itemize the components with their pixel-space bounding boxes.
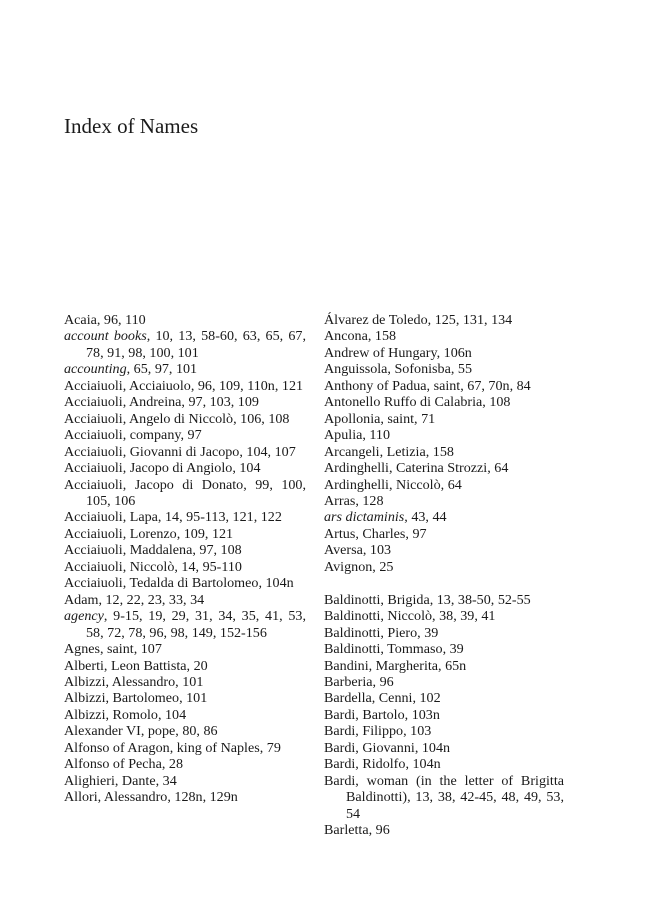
index-entry (64, 690, 306, 706)
index-term: Alfonso of Pecha (64, 756, 162, 773)
index-term: Acciaiuoli, Giovanni di Jacopo (64, 443, 240, 460)
index-term: Apulia (324, 427, 363, 444)
index-entry (324, 625, 564, 641)
index-entry (64, 723, 306, 739)
index-entry (64, 789, 306, 805)
index-column-left (64, 312, 306, 806)
index-term: Acaia (64, 312, 97, 328)
index-entry (324, 411, 564, 427)
index-entry (64, 460, 306, 476)
index-pages: , 103n (404, 706, 440, 723)
index-pages: , 13, 38, 42-45, 48, 49, 53, 54 (346, 789, 564, 822)
index-pages: , 64 (440, 476, 462, 493)
index-pages: , 158 (367, 328, 397, 345)
index-pages: , 65, 97, 101 (126, 361, 198, 378)
index-entry (64, 559, 306, 575)
index-entry (64, 674, 306, 690)
index-pages: , 104, 107 (239, 443, 296, 460)
index-term: Acciaiuoli, Tedalda di Bartolomeo (64, 575, 259, 592)
index-entry (64, 328, 306, 361)
index-pages: , 39 (417, 624, 439, 641)
index-term: Albizzi, Alessandro (64, 673, 176, 690)
index-term: Acciaiuoli, Jacopo di Donato (64, 476, 244, 493)
index-pages: , 79 (259, 739, 281, 756)
index-entry (324, 361, 564, 377)
index-term: Anguissola, Sofonisba (324, 361, 451, 378)
index-entry (324, 444, 564, 460)
index-column-right (324, 312, 564, 838)
index-pages: , 104n (414, 739, 451, 756)
index-term: Barletta (324, 822, 369, 839)
index-pages: , 97 (405, 525, 427, 542)
index-term: Baldinotti, Niccolò (324, 608, 433, 625)
index-entry (64, 411, 306, 427)
index-term: Acciaiuoli, Lapa (64, 509, 158, 526)
index-entry (324, 658, 564, 674)
index-term: Anthony of Padua, saint (324, 377, 461, 394)
index-term: Avignon (324, 558, 373, 575)
index-pages: , 128 (355, 492, 384, 509)
index-term: Barberia (324, 673, 373, 690)
index-entry (64, 641, 306, 657)
index-entry (64, 542, 306, 558)
index-pages: , 158 (425, 443, 454, 460)
index-pages: , 65n (438, 657, 467, 674)
index-pages: , 104 (232, 460, 261, 477)
index-term: Arcangeli, Letizia (324, 443, 426, 460)
index-entry (324, 690, 564, 706)
index-pages: , 38, 39, 41 (432, 608, 496, 625)
index-term: Andrew of Hungary (324, 344, 437, 361)
index-pages: , 103 (362, 542, 392, 559)
index-term: Baldinotti, Tommaso (324, 641, 443, 658)
index-term: Agnes, saint (64, 641, 134, 658)
index-term: Ancona (324, 328, 368, 345)
index-term: Bardi, Giovanni (324, 739, 415, 756)
index-pages: , 101 (179, 690, 208, 707)
index-term: Adam (64, 591, 99, 608)
index-entry (64, 707, 306, 723)
index-entry (324, 378, 564, 394)
index-pages: , 97, 103, 109 (181, 394, 259, 411)
index-term: agency (64, 608, 104, 625)
index-entry (324, 477, 564, 493)
index-entry (64, 509, 306, 525)
index-pages: , 64 (487, 460, 509, 477)
index-pages: , 125, 131, 134 (427, 312, 513, 328)
index-pages: , 107 (133, 641, 162, 658)
index-term: Acciaiuoli, Acciaiuolo (64, 377, 191, 394)
index-term: Acciaiuoli, Jacopo di Angiolo (64, 460, 233, 477)
index-entry (324, 641, 564, 657)
index-pages: , 96, 109, 110n, 121 (190, 377, 304, 394)
index-term: Apollonia, saint (324, 410, 415, 427)
index-pages: , 28 (161, 756, 183, 773)
index-term: accounting (64, 361, 127, 378)
index-entry (64, 575, 306, 591)
index-entry (324, 394, 564, 410)
index-entry (324, 674, 564, 690)
index-pages: , 104n (405, 756, 441, 773)
index-term: Alighieri, Dante (64, 772, 156, 789)
page-title: Index of Names (64, 114, 199, 138)
index-pages: , 13, 38-50, 52-55 (429, 591, 531, 608)
index-entry (64, 394, 306, 410)
index-term: Allori, Alessandro (64, 789, 168, 806)
index-term: Acciaiuoli, company (64, 427, 181, 444)
index-pages: , 20 (186, 657, 208, 674)
index-pages: , 104n (258, 575, 294, 592)
index-term: ars dictaminis (324, 509, 405, 526)
index-term: Aversa (324, 542, 363, 559)
index-term: Artus, Charles (324, 525, 406, 542)
index-entry (64, 477, 306, 510)
index-term: Bardella, Cenni (324, 690, 413, 707)
index-term: Albizzi, Romolo (64, 706, 158, 723)
index-entry (64, 773, 306, 789)
index-pages: , 110 (362, 427, 391, 444)
index-entry (324, 723, 564, 739)
index-pages: , 43, 44 (404, 509, 447, 526)
index-entry (324, 773, 564, 822)
index-term: Bandini, Margherita (324, 657, 439, 674)
index-term: Bardi, Bartolo (324, 706, 405, 723)
index-entry (64, 740, 306, 756)
index-entry (324, 756, 564, 772)
index-entry (64, 756, 306, 772)
index-entry (324, 345, 564, 361)
index-entry (64, 361, 306, 377)
index-pages: , 14, 95-110 (174, 558, 242, 575)
index-entry (324, 707, 564, 723)
index-term: Alfonso of Aragon, king of Naples (64, 739, 260, 756)
index-pages: , 55 (450, 361, 472, 378)
index-pages: , 97 (180, 427, 202, 444)
index-pages: , 96, 110 (96, 312, 146, 328)
index-pages: , 10, 13, 58-60, 63, 65, 67, 78, 91, 98, 100, 101 (86, 328, 306, 361)
index-pages: , 104 (157, 706, 187, 723)
index-pages: , 12, 22, 23, 33, 34 (98, 591, 205, 608)
index-term: Acciaiuoli, Andreina (64, 394, 182, 411)
index-entry (324, 427, 564, 443)
index-term: Antonello Ruffo di Calabria (324, 394, 483, 411)
index-entry (64, 378, 306, 394)
index-entry (324, 740, 564, 756)
index-pages: , 106n (436, 344, 472, 361)
index-pages: , 25 (372, 558, 394, 575)
index-term: Acciaiuoli, Niccolò (64, 558, 175, 575)
index-term: Bardi, Ridolfo (324, 756, 406, 773)
index-term: Albizzi, Bartolomeo (64, 690, 180, 707)
index-entry (324, 312, 564, 328)
index-pages: , 14, 95-113, 121, 122 (157, 509, 282, 526)
index-entry (64, 526, 306, 542)
index-pages: , 39 (442, 641, 464, 658)
index-entry (324, 526, 564, 542)
index-term: Baldinotti, Piero (324, 624, 418, 641)
index-pages: , 80, 86 (175, 723, 218, 740)
index-term: Bardi, woman (in the letter of Brigitta Baldinotti) (324, 772, 564, 806)
index-pages: , 67, 70n, 84 (460, 377, 531, 394)
index-pages: , 99, 100, 105, 106 (86, 476, 306, 509)
index-entry (324, 542, 564, 558)
index-pages: , 102 (412, 690, 441, 707)
index-pages: , 96 (368, 822, 390, 839)
index-pages: , 9-15, 19, 29, 31, 34, 35, 41, 53, 58, 72, 78, 96, 98, 149, 152-156 (86, 608, 306, 641)
index-entry (324, 822, 564, 838)
index-entry (324, 509, 564, 525)
index-term: Bardi, Filippo (324, 723, 404, 740)
index-entry (64, 444, 306, 460)
index-term: Ardinghelli, Caterina Strozzi (324, 460, 488, 477)
index-pages: , 96 (372, 673, 394, 690)
index-term: Acciaiuoli, Maddalena (64, 542, 193, 559)
index-term: Ardinghelli, Niccolò (324, 476, 441, 493)
index-pages: , 97, 108 (192, 542, 242, 559)
index-term: Alberti, Leon Battista (64, 657, 187, 674)
index-entry (64, 312, 306, 328)
index-entry (64, 427, 306, 443)
index-pages: , 101 (175, 673, 204, 690)
index-pages: , 109, 121 (176, 525, 234, 542)
index-pages: , 108 (482, 394, 511, 411)
index-entry (64, 658, 306, 674)
index-entry (64, 592, 306, 608)
index-term: Alexander VI, pope (64, 723, 176, 740)
index-entry (324, 608, 564, 624)
index-entry (324, 493, 564, 509)
index-term: Baldinotti, Brigida (324, 591, 430, 608)
index-pages: , 103 (403, 723, 432, 740)
index-entry (324, 328, 564, 344)
index-pages: , 106, 108 (233, 410, 290, 427)
index-term: Álvarez de Toledo (324, 312, 428, 328)
index-pages: , 71 (414, 410, 436, 427)
index-pages: , 34 (155, 772, 177, 789)
index-entry (324, 460, 564, 476)
index-term: Arras (324, 492, 356, 509)
index-term: Acciaiuoli, Lorenzo (64, 525, 177, 542)
index-term: Acciaiuoli, Angelo di Niccolò (64, 410, 234, 427)
index-entry (324, 559, 564, 575)
index-pages: , 128n, 129n (167, 789, 238, 806)
index-entry (324, 592, 564, 608)
index-term: account books (64, 328, 147, 345)
index-entry (64, 608, 306, 641)
